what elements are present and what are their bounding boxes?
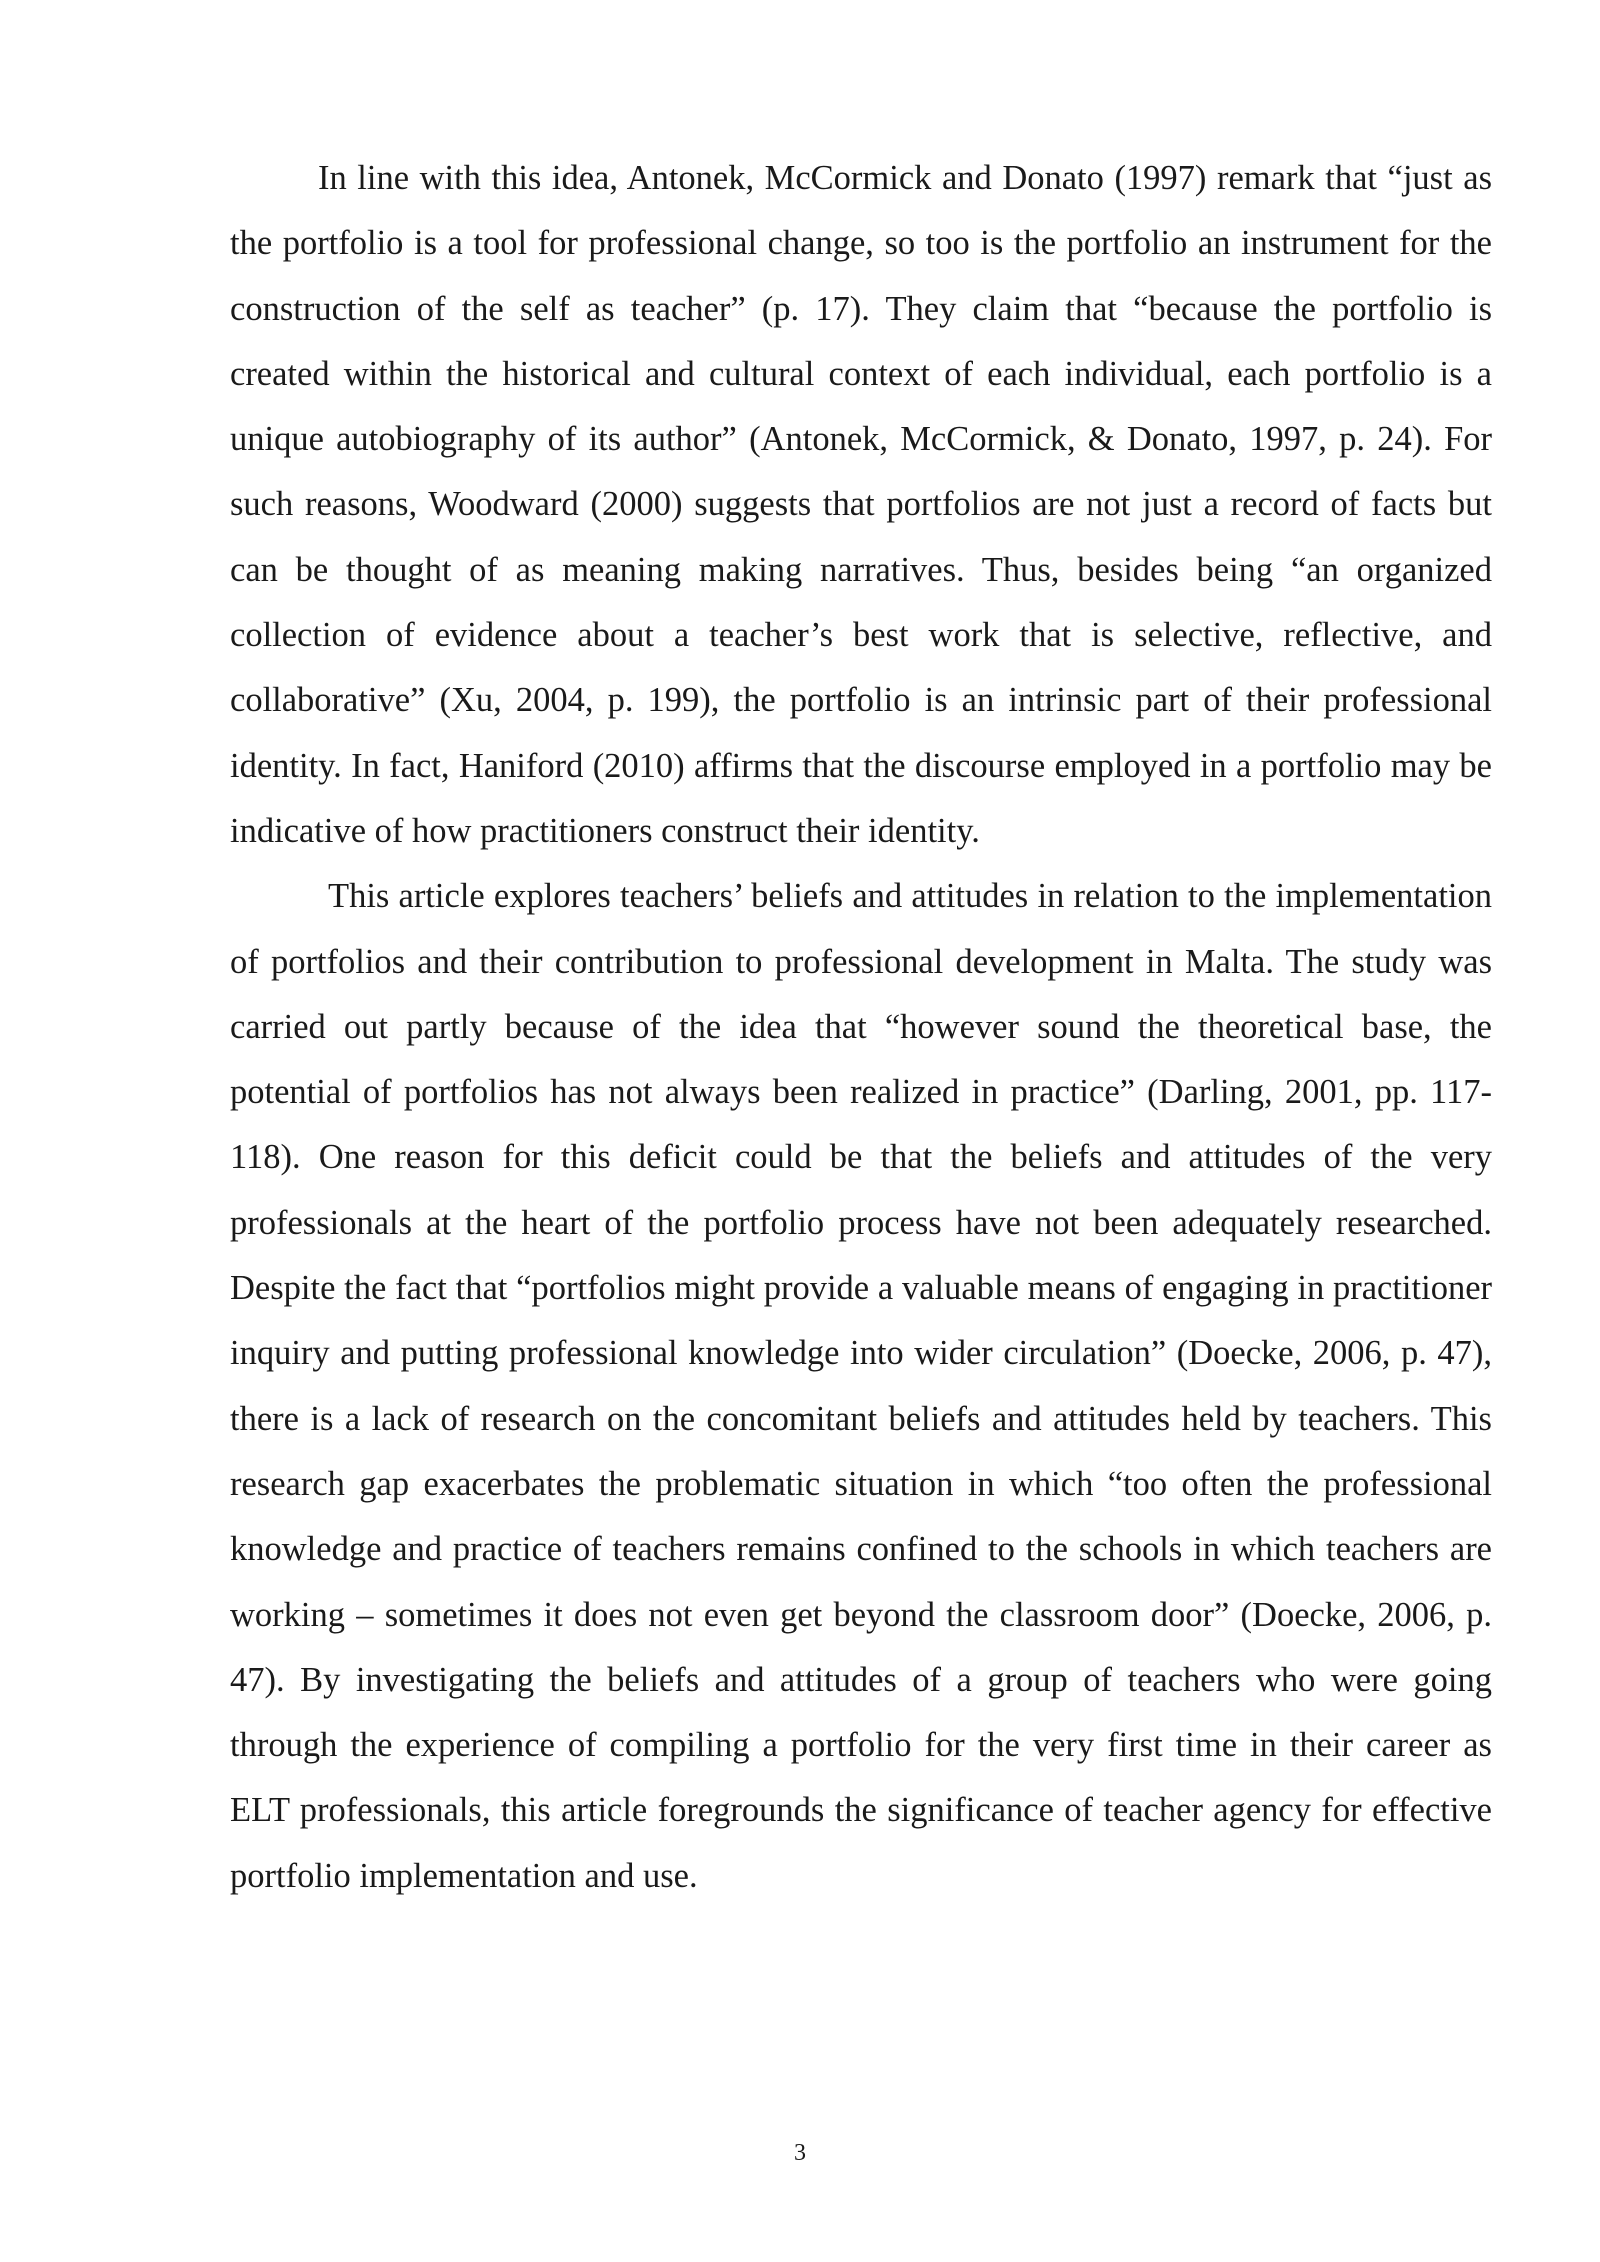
paragraph-portfolio-identity: In line with this idea, Antonek, McCormick and Donato (1997) remark that “just as the portfolio is a tool for professional change, so too is the portfolio an instrument for the construction of the self as teacher” (p. 17). They claim that “because the portfolio is created within the historical and cultural context of each individual, each portfolio is a unique autobiography of its author” (Antonek, McCormick, & Donato, 1997, p. 24). For such reasons, Woodward (2000) suggests that portfolios are not just a record of facts but can be thought of as meaning making narratives. Thus, besides being “an organized collection of evidence about a teacher’s best work that is selective, reflective, and collaborative” (Xu, 2004, p. 199), the portfolio is an intrinsic part of their professional identity. In fact, Haniford (2010) affirms that the discourse employed in a portfolio may be indicative of how practitioners construct their identity.: [230, 159, 1492, 850]
paragraph-article-purpose: This article explores teachers’ beliefs and attitudes in relation to the implementation of portfolios and their contribution to professional development in Malta. The study was carried out partly because of the idea that “however sound the theoretical base, the potential of portfolios has not always been realized in practice” (Darling, 2001, pp. 117-118). One reason for this deficit could be that the beliefs and attitudes of the very professionals at the heart of the portfolio process have not been adequately researched. Despite the fact that “portfolios might provide a valuable means of engaging in practitioner inquiry and putting professional knowledge into wider circulation” (Doecke, 2006, p. 47), there is a lack of research on the concomitant beliefs and attitudes held by teachers. This research gap exacerbates the problematic situation in which “too often the professional knowledge and practice of teachers remains confined to the schools in which teachers are working – sometimes it does not even get beyond the classroom door” (Doecke, 2006, p. 47). By investigating the beliefs and attitudes of a group of teachers who were going through the experience of compiling a portfolio for the very first time in their career as ELT professionals, this article foregrounds the significance of teacher agency for effective portfolio implementation and use.: [230, 877, 1492, 1895]
body-text: [230, 146, 1492, 1909]
page-number: 3: [794, 2140, 806, 2166]
